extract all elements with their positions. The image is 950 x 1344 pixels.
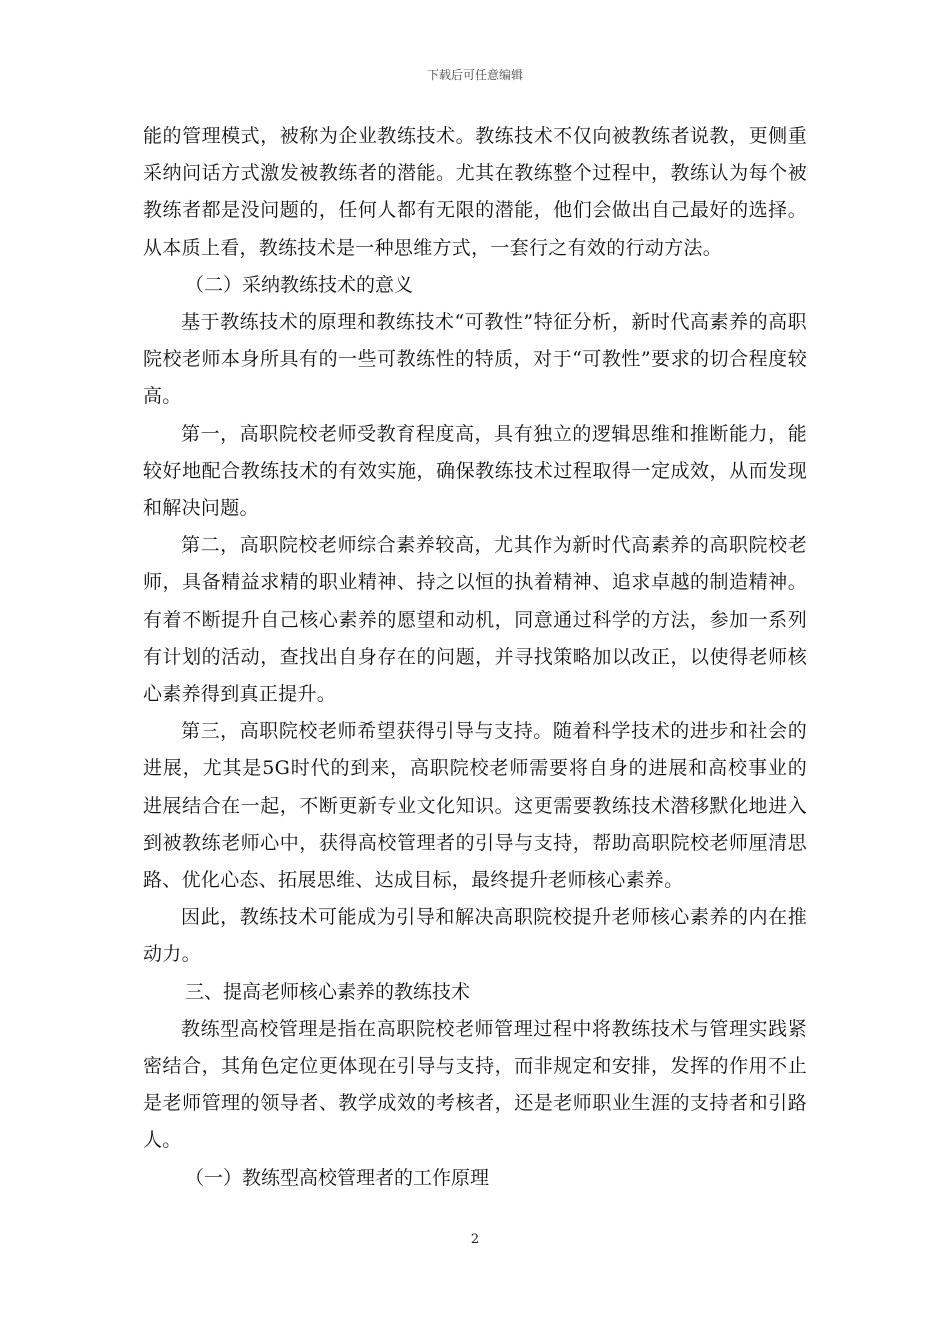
paragraph-conclusion: 因此，教练技术可能成为引导和解决高职院校提升老师核心素养的内在推动力。 <box>143 906 807 966</box>
paragraph-coaching-management: 教练型高校管理是指在高职院校老师管理过程中将教练技术与管理实践紧密结合，其角色定位更体现在引导与支持，而非规定和安排，发挥的作用不止是老师管理的领导者、教学成效的考核者，还是老师职业生涯的支持者和引路人。 <box>143 1017 807 1152</box>
section-heading-working-principle: （一）教练型高校管理者的工作原理 <box>185 1166 490 1189</box>
page-number: 2 <box>470 1232 480 1247</box>
paragraph-third: 第三，高职院校老师希望获得引导与支持。随着科学技术的进步和社会的进展，尤其是5G时代的到来，高职院校老师需要将自身的进展和高校事业的进展结合在一起，不断更新专业文化知识。这更需要教练技术潜移默化地进入到被教练老师心中，获得高校管理者的引导与支持，帮助高职院校老师厘清思路、优化心态、拓展思维、达成目标，最终提升老师核心素养。 <box>143 720 807 892</box>
section-heading-coaching-techniques: 三、提高老师核心素养的教练技术 <box>185 980 471 1003</box>
paragraph-continuation: 能的管理模式，被称为企业教练技术。教练技术不仅向被教练者说教，更侧重采纳问话方式激发被教练者的潜能。尤其在教练整个过程中，教练认为每个被教练者都是没问题的，任何人都有无限的潜能，他们会做出自己最好的选择。从本质上看，教练技术是一种思维方式，一套行之有效的行动方法。 <box>143 125 807 259</box>
document-body <box>143 118 807 1197</box>
paragraph-intro: 基于教练技术的原理和教练技术“可教性”特征分析，新时代高素养的高职院校老师本身所具有的一些可教练性的特质，对于“可教性”要求的切合程度较高。 <box>143 311 807 408</box>
page-header: 下载后可任意编辑 <box>426 68 523 82</box>
paragraph-second: 第二，高职院校老师综合素养较高，尤其作为新时代高素养的高职院校老师，具备精益求精的职业精神、持之以恒的执着精神、追求卓越的制造精神。有着不断提升自己核心素养的愿望和动机，同意通过科学的方法，参加一系列有计划的活动，查找出自身存在的问题，并寻找策略加以改正，以使得老师核心素养得到真正提升。 <box>143 534 807 706</box>
section-heading-significance: （二）采纳教练技术的意义 <box>185 273 414 296</box>
paragraph-first: 第一，高职院校老师受教育程度高，具有独立的逻辑思维和推断能力，能较好地配合教练技术的有效实施，确保教练技术过程取得一定成效，从而发现和解决问题。 <box>143 422 807 520</box>
